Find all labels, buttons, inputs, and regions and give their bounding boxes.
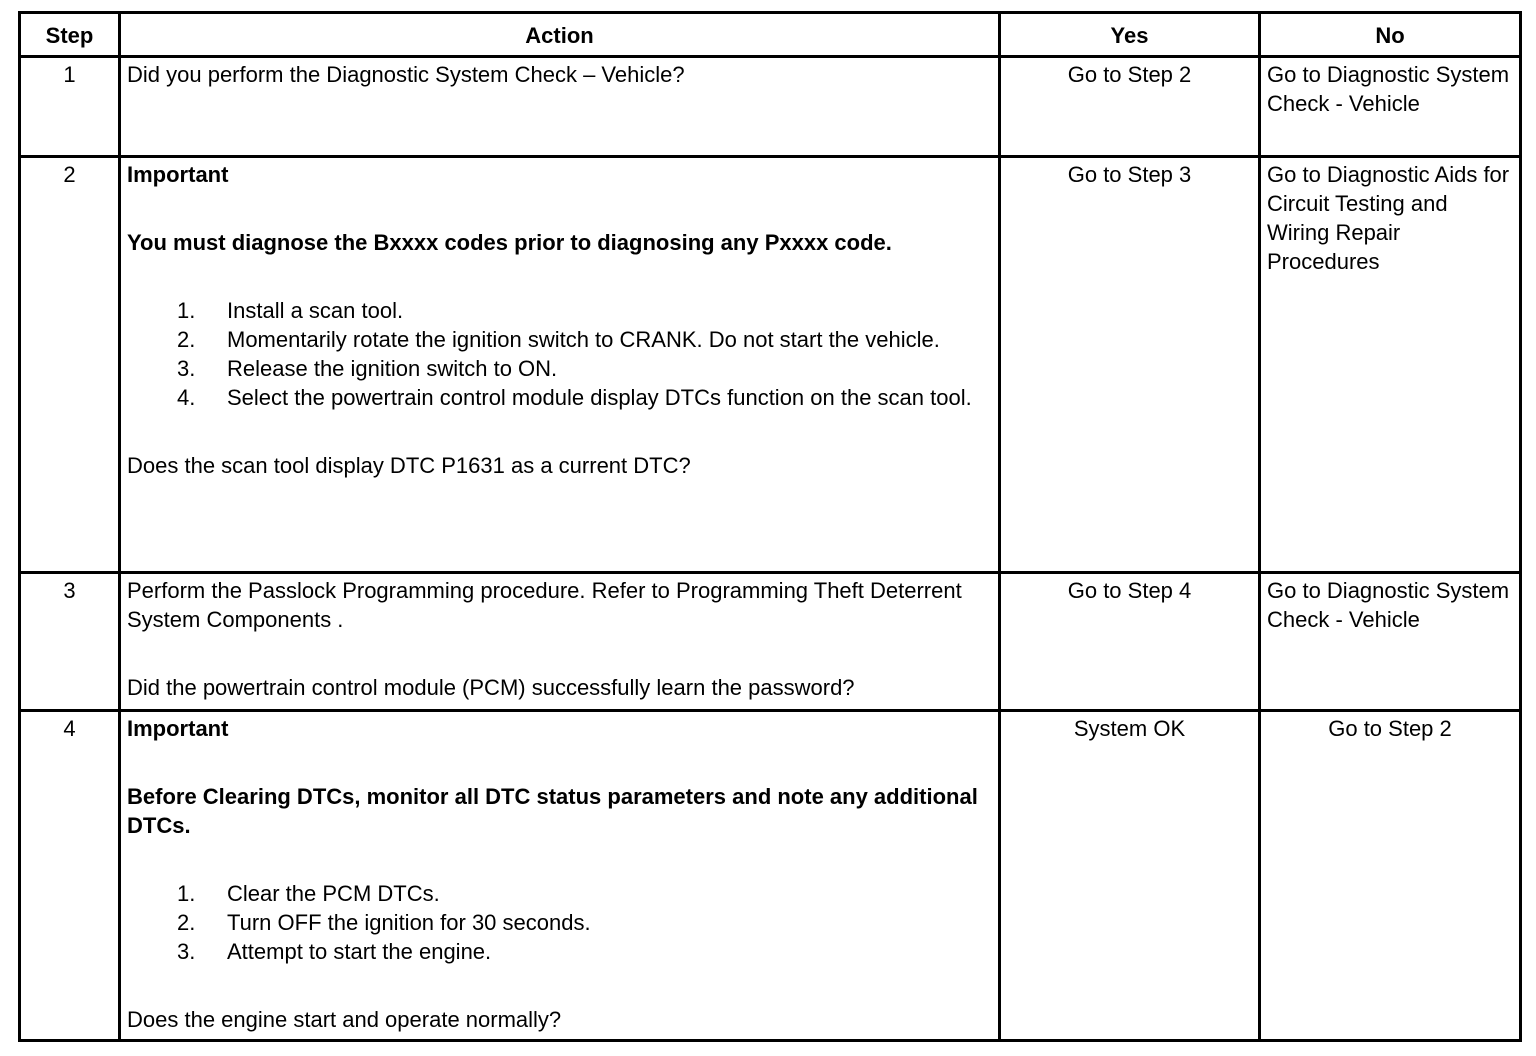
important-label: Important (127, 716, 229, 741)
list-item (127, 908, 992, 937)
action-text: Did you perform the Diagnostic System Check – Vehicle? (127, 62, 685, 87)
table-row (20, 711, 1521, 1041)
list-text: Attempt to start the engine. (227, 939, 492, 964)
list-number: 4. (177, 385, 196, 410)
list-item (127, 937, 992, 966)
step-number: 4 (20, 711, 120, 1041)
list-text: Clear the PCM DTCs. (227, 881, 440, 906)
header-row (20, 13, 1521, 57)
yes-result: System OK (1000, 711, 1260, 1041)
action-question: Does the scan tool display DTC P1631 as a current DTC? (127, 453, 691, 478)
list-item (127, 879, 992, 908)
list-number: 3. (177, 939, 196, 964)
list-item (127, 354, 992, 383)
action-cell (120, 573, 1000, 711)
procedure-list (127, 879, 992, 966)
step-number: 1 (20, 57, 120, 157)
important-text: You must diagnose the Bxxxx codes prior to diagnosing any Pxxxx code. (127, 230, 892, 255)
yes-result: Go to Step 3 (1000, 157, 1260, 573)
header-step: Step (20, 13, 120, 57)
list-number: 2. (177, 327, 196, 352)
list-item (127, 296, 992, 325)
action-question: Does the engine start and operate normally? (127, 1007, 562, 1032)
no-result: Go to Diagnostic System Check - Vehicle (1260, 57, 1521, 157)
table-row (20, 57, 1521, 157)
action-text: Perform the Passlock Programming procedure. Refer to Programming Theft Deterrent System Components . (127, 578, 962, 632)
header-no: No (1260, 13, 1521, 57)
table-row (20, 157, 1521, 573)
header-yes: Yes (1000, 13, 1260, 57)
list-number: 2. (177, 910, 196, 935)
step-number: 3 (20, 573, 120, 711)
action-cell (120, 157, 1000, 573)
list-item (127, 325, 992, 354)
yes-result: Go to Step 2 (1000, 57, 1260, 157)
list-item (127, 383, 992, 412)
no-result: Go to Diagnostic Aids for Circuit Testing and Wiring Repair Procedures (1260, 157, 1521, 573)
list-number: 1. (177, 298, 196, 323)
list-text: Install a scan tool. (227, 298, 404, 323)
list-text: Turn OFF the ignition for 30 seconds. (227, 910, 591, 935)
procedure-list (127, 296, 992, 412)
important-text: Before Clearing DTCs, monitor all DTC status parameters and note any additional DTCs. (127, 784, 978, 838)
list-text: Momentarily rotate the ignition switch to CRANK. Do not start the vehicle. (227, 327, 940, 352)
diagnostic-table (18, 11, 1522, 1042)
step-number: 2 (20, 157, 120, 573)
important-label: Important (127, 162, 229, 187)
header-action: Action (120, 13, 1000, 57)
list-text: Select the powertrain control module display DTCs function on the scan tool. (227, 385, 972, 410)
list-number: 1. (177, 881, 196, 906)
table-row (20, 573, 1521, 711)
yes-result: Go to Step 4 (1000, 573, 1260, 711)
list-number: 3. (177, 356, 196, 381)
no-result: Go to Step 2 (1260, 711, 1521, 1041)
action-cell (120, 711, 1000, 1041)
action-question: Did the powertrain control module (PCM) successfully learn the password? (127, 675, 855, 700)
action-cell (120, 57, 1000, 157)
list-text: Release the ignition switch to ON. (227, 356, 558, 381)
no-result: Go to Diagnostic System Check - Vehicle (1260, 573, 1521, 711)
